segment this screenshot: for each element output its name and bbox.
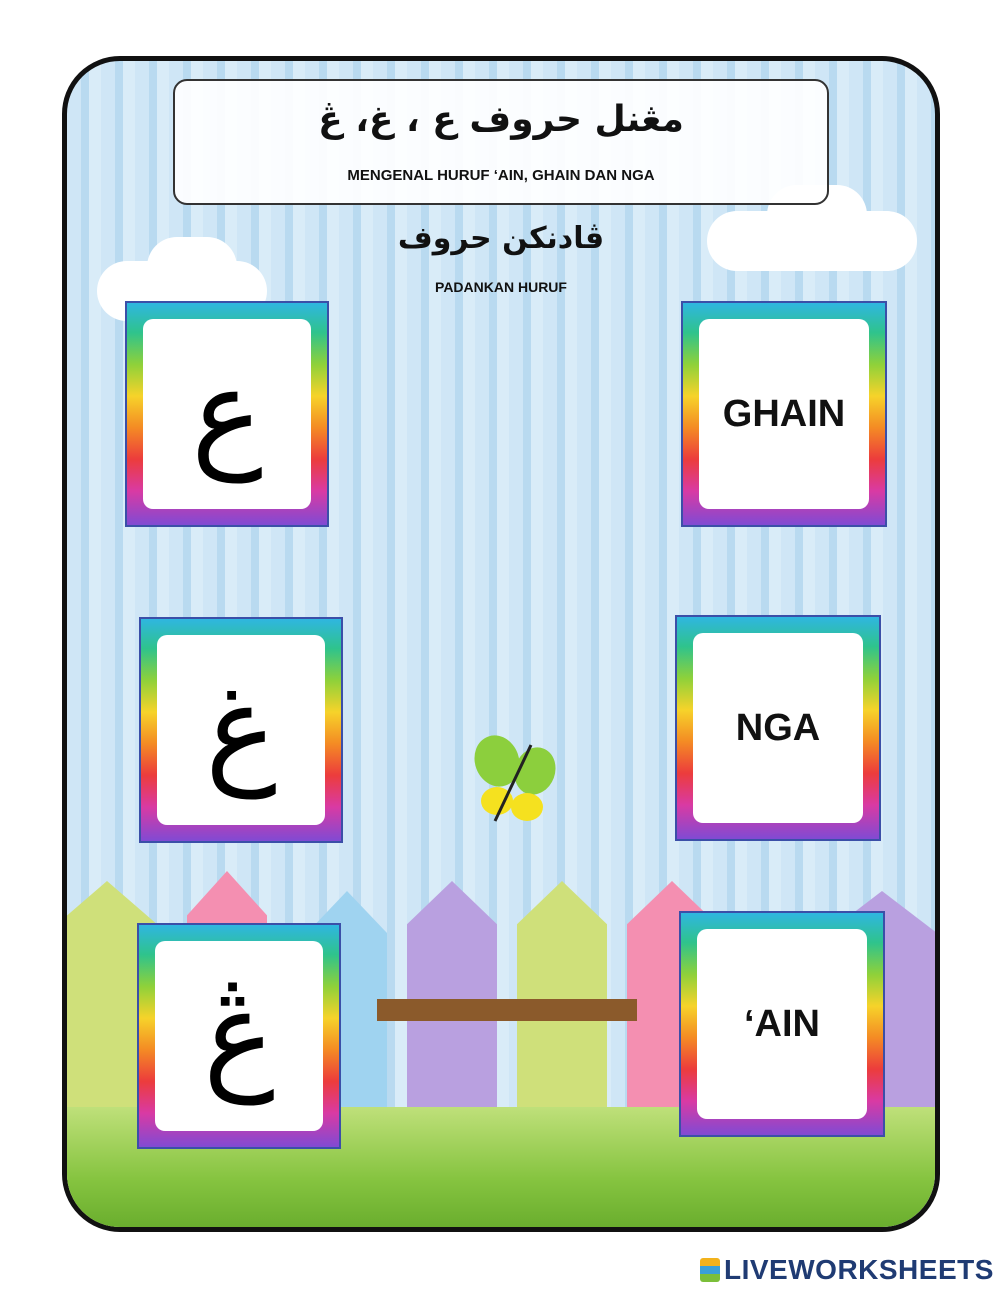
title-arabic: مڠنل حروف ع ، غ، ڠ (318, 99, 684, 140)
fence-rail-top (377, 999, 637, 1021)
word-card-inner (693, 633, 863, 823)
word-card-ain[interactable] (679, 911, 885, 1137)
word-card-inner (697, 929, 867, 1119)
letter-card-ain[interactable] (125, 301, 329, 527)
word-label: GHAIN (722, 392, 846, 435)
arabic-letter: ڠ (203, 966, 275, 1105)
letter-card-inner (143, 319, 311, 509)
footer-brand[interactable] (724, 1254, 994, 1286)
worksheet-frame (62, 56, 940, 1232)
instruction-arabic: ڤادنكن حروف (397, 221, 605, 256)
butterfly-icon (469, 721, 559, 831)
letter-card-nga[interactable] (137, 923, 341, 1149)
word-card-ghain[interactable] (681, 301, 887, 527)
footer-brand-text: LIVEWORKSHEETS (724, 1254, 994, 1285)
arabic-letter: ع (191, 344, 263, 483)
title-box (173, 79, 829, 205)
letter-card-ghain[interactable] (139, 617, 343, 843)
word-card-nga[interactable] (675, 615, 881, 841)
letter-card-inner (155, 941, 323, 1131)
title-latin: MENGENAL HURUF ‘AIN, GHAIN DAN NGA (347, 167, 655, 184)
letter-card-inner (157, 635, 325, 825)
liveworksheets-logo-icon (700, 1258, 720, 1282)
word-card-inner (699, 319, 869, 509)
word-label: NGA (735, 706, 821, 749)
arabic-letter: غ (205, 660, 277, 799)
instruction-latin: PADANKAN HURUF (435, 279, 567, 295)
word-label: ‘AIN (744, 1002, 820, 1045)
